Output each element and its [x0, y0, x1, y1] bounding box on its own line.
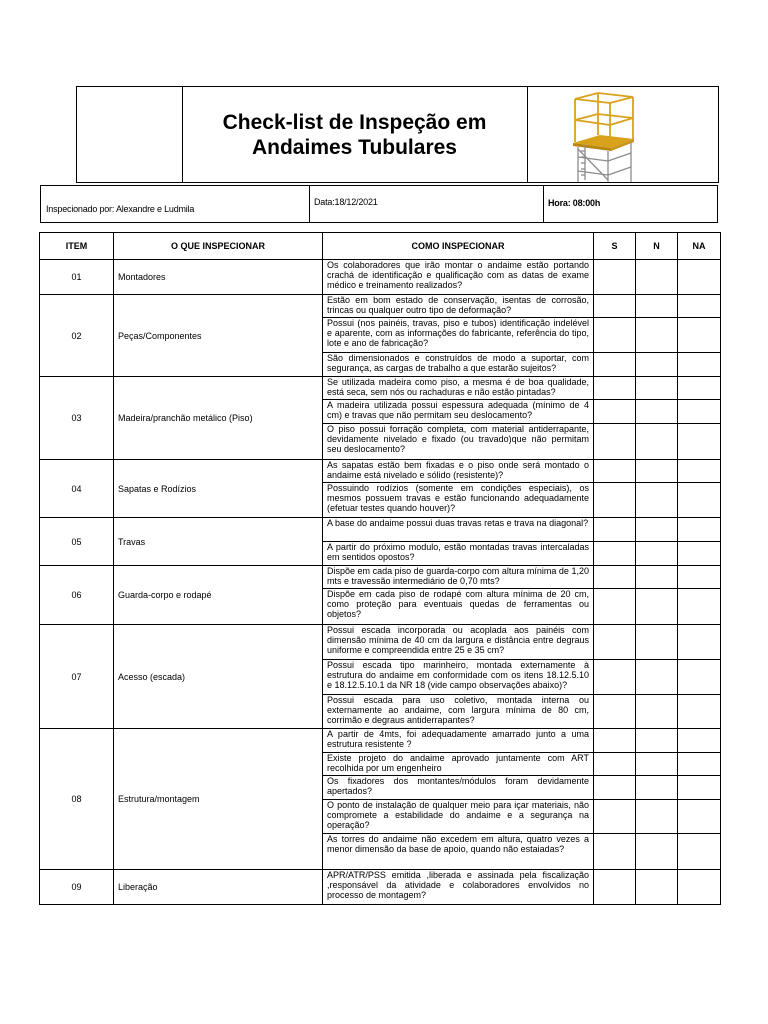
time-field — [543, 186, 717, 222]
item-number: 03 — [40, 377, 114, 460]
col-header-s: S — [594, 233, 636, 260]
answer-s-cell[interactable] — [594, 260, 636, 295]
answer-na-cell[interactable] — [678, 870, 721, 905]
answer-n-cell[interactable] — [636, 424, 678, 460]
answer-s-cell[interactable] — [594, 424, 636, 460]
answer-s-cell[interactable] — [594, 518, 636, 542]
answer-n-cell[interactable] — [636, 729, 678, 753]
table-row — [40, 566, 721, 589]
answer-n-cell[interactable] — [636, 695, 678, 729]
answer-n-cell[interactable] — [636, 318, 678, 353]
inspection-criterion: Os colaboradores que irão montar o andaime estão portando crachá de identificação e qualificação com as datas de exame médico e treinamento realizados? — [323, 260, 594, 295]
inspection-criterion: Possui escada tipo marinheiro, montada externamente à estrutura do andaime em conformidade com os itens 18.12.5.10 e 18.12.5.10.1 da NR 18 (vide campo observações abaixo)? — [323, 660, 594, 695]
inspection-criterion: APR/ATR/PSS emitida ,liberada e assinada pela fiscalização ,responsável da atividade e colaboradores envolvidos no processo de montagem? — [323, 870, 594, 905]
table-row — [40, 870, 721, 905]
answer-s-cell[interactable] — [594, 660, 636, 695]
answer-s-cell[interactable] — [594, 695, 636, 729]
answer-s-cell[interactable] — [594, 460, 636, 483]
answer-na-cell[interactable] — [678, 483, 721, 518]
item-number: 05 — [40, 518, 114, 566]
answer-n-cell[interactable] — [636, 566, 678, 589]
table-row — [40, 729, 721, 753]
answer-n-cell[interactable] — [636, 460, 678, 483]
answer-na-cell[interactable] — [678, 589, 721, 625]
item-number: 07 — [40, 625, 114, 729]
inspection-criterion: A partir de 4mts, foi adequadamente amarrado junto a uma estrutura resistente ? — [323, 729, 594, 753]
scaffold-image-cell — [528, 87, 718, 182]
answer-na-cell[interactable] — [678, 424, 721, 460]
item-number: 06 — [40, 566, 114, 625]
col-header-n: N — [636, 233, 678, 260]
answer-na-cell[interactable] — [678, 295, 721, 318]
answer-n-cell[interactable] — [636, 776, 678, 800]
item-number: 08 — [40, 729, 114, 870]
answer-n-cell[interactable] — [636, 834, 678, 870]
inspect-component: Montadores — [114, 260, 323, 295]
inspect-component: Peças/Componentes — [114, 295, 323, 377]
inspection-info-bar — [40, 185, 718, 223]
answer-s-cell[interactable] — [594, 800, 636, 834]
answer-n-cell[interactable] — [636, 518, 678, 542]
inspection-criterion: Possui (nos painéis, travas, piso e tubos) identificação indelével e aparente, com as informações do fabricante, referência do tipo, lote e ano de fabricação? — [323, 318, 594, 353]
answer-na-cell[interactable] — [678, 542, 721, 566]
answer-na-cell[interactable] — [678, 695, 721, 729]
answer-n-cell[interactable] — [636, 660, 678, 695]
answer-s-cell[interactable] — [594, 625, 636, 660]
answer-n-cell[interactable] — [636, 589, 678, 625]
inspect-component: Sapatas e Rodízios — [114, 460, 323, 518]
inspect-component: Travas — [114, 518, 323, 566]
inspector-field — [41, 186, 310, 222]
title-cell — [182, 87, 528, 182]
answer-s-cell[interactable] — [594, 566, 636, 589]
inspection-criterion: Existe projeto do andaime aprovado juntamente com ART recolhida por um engenheiro — [323, 753, 594, 776]
scaffold-illustration-icon — [528, 87, 718, 182]
checklist-body — [40, 260, 721, 905]
time-text: Hora: 08:00h — [548, 198, 601, 208]
item-number: 04 — [40, 460, 114, 518]
answer-n-cell[interactable] — [636, 400, 678, 424]
answer-n-cell[interactable] — [636, 870, 678, 905]
col-header-what: O QUE INSPECIONAR — [114, 233, 323, 260]
inspect-component: Estrutura/montagem — [114, 729, 323, 870]
answer-s-cell[interactable] — [594, 353, 636, 377]
answer-n-cell[interactable] — [636, 377, 678, 400]
inspection-criterion: Possuindo rodízios (somente em condições especiais), os mesmos possuem travas e estão funcionando adequadamente (efetuar testes quando houver)? — [323, 483, 594, 518]
inspect-component: Acesso (escada) — [114, 625, 323, 729]
date-field — [309, 186, 544, 222]
answer-na-cell[interactable] — [678, 400, 721, 424]
answer-s-cell[interactable] — [594, 400, 636, 424]
inspection-criterion: Possui escada incorporada ou acoplada aos painéis com dimensão mínima de 40 cm da largura e distância entre degraus uniforme e compreendida entre 25 e 35 cm? — [323, 625, 594, 660]
answer-s-cell[interactable] — [594, 483, 636, 518]
answer-na-cell[interactable] — [678, 353, 721, 377]
item-number: 09 — [40, 870, 114, 905]
table-row — [40, 295, 721, 318]
answer-s-cell[interactable] — [594, 834, 636, 870]
inspection-criterion: Os fixadores dos montantes/módulos foram devidamente apertados? — [323, 776, 594, 800]
inspection-criterion: A partir do próximo modulo, estão montadas travas intercaladas em sentidos opostos? — [323, 542, 594, 566]
inspection-criterion: As torres do andaime não excedem em altura, quatro vezes a menor dimensão da base de apoio, quando não estaiadas? — [323, 834, 594, 870]
inspection-criterion: Se utilizada madeira como piso, a mesma é de boa qualidade, está seca, sem nós ou rachaduras e não estão pintadas? — [323, 377, 594, 400]
answer-na-cell[interactable] — [678, 625, 721, 660]
document-header — [76, 86, 719, 183]
answer-n-cell[interactable] — [636, 260, 678, 295]
checklist-table — [39, 232, 721, 905]
table-row — [40, 518, 721, 542]
answer-n-cell[interactable] — [636, 753, 678, 776]
col-header-how: COMO INSPECIONAR — [323, 233, 594, 260]
answer-s-cell[interactable] — [594, 729, 636, 753]
answer-s-cell[interactable] — [594, 295, 636, 318]
answer-na-cell[interactable] — [678, 729, 721, 753]
answer-na-cell[interactable] — [678, 518, 721, 542]
table-row — [40, 625, 721, 660]
answer-n-cell[interactable] — [636, 542, 678, 566]
col-header-item: ITEM — [40, 233, 114, 260]
item-number: 02 — [40, 295, 114, 377]
inspect-component: Liberação — [114, 870, 323, 905]
inspection-criterion: Dispõe em cada piso de rodapé com altura mínima de 20 cm, como proteção para eventuais quedas de ferramentas ou objetos? — [323, 589, 594, 625]
date-text: Data:18/12/2021 — [314, 197, 378, 207]
inspection-criterion: O piso possui forração completa, com material antiderrapante, devidamente nivelado e fixado (ou travado)que não permitam seu deslocamento? — [323, 424, 594, 460]
answer-na-cell[interactable] — [678, 460, 721, 483]
answer-na-cell[interactable] — [678, 753, 721, 776]
answer-na-cell[interactable] — [678, 260, 721, 295]
answer-na-cell[interactable] — [678, 318, 721, 353]
answer-na-cell[interactable] — [678, 566, 721, 589]
inspection-criterion: Possui escada para uso coletivo, montada interna ou externamente ao andaime, com largura mínima de 80 cm, corrimão e degraus antiderrapantes? — [323, 695, 594, 729]
inspection-criterion: São dimensionados e construídos de modo a suportar, com segurança, as cargas de trabalho a que estarão sujeitos? — [323, 353, 594, 377]
answer-na-cell[interactable] — [678, 377, 721, 400]
logo-cell — [77, 87, 183, 182]
answer-na-cell[interactable] — [678, 776, 721, 800]
answer-na-cell[interactable] — [678, 834, 721, 870]
table-row — [40, 460, 721, 483]
item-number: 01 — [40, 260, 114, 295]
answer-n-cell[interactable] — [636, 295, 678, 318]
table-row — [40, 260, 721, 295]
table-header-row — [40, 233, 721, 260]
answer-na-cell[interactable] — [678, 660, 721, 695]
answer-na-cell[interactable] — [678, 800, 721, 834]
answer-s-cell[interactable] — [594, 870, 636, 905]
answer-n-cell[interactable] — [636, 800, 678, 834]
table-row — [40, 377, 721, 400]
inspection-criterion: O ponto de instalação de qualquer meio para içar materiais, não compromete a estabilidade do andaime e a segurança na operação? — [323, 800, 594, 834]
answer-s-cell[interactable] — [594, 542, 636, 566]
answer-s-cell[interactable] — [594, 589, 636, 625]
inspector-text: Inspecionado por: Alexandre e Ludmila — [46, 204, 195, 214]
answer-s-cell[interactable] — [594, 753, 636, 776]
answer-s-cell[interactable] — [594, 318, 636, 353]
inspection-criterion: Dispõe em cada piso de guarda-corpo com altura mínima de 1,20 mts e travessão intermediário de 0,70 mts? — [323, 566, 594, 589]
answer-s-cell[interactable] — [594, 377, 636, 400]
answer-n-cell[interactable] — [636, 483, 678, 518]
inspection-criterion: Estão em bom estado de conservação, isentas de corrosão, trincas ou qualquer outro tipo de deformação? — [323, 295, 594, 318]
answer-n-cell[interactable] — [636, 353, 678, 377]
inspection-criterion: As sapatas estão bem fixadas e o piso onde será montado o andaime está nivelado e sólido (resistente)? — [323, 460, 594, 483]
inspect-component: Guarda-corpo e rodapé — [114, 566, 323, 625]
inspection-criterion: A madeira utilizada possui espessura adequada (mínimo de 4 cm) e travas que não permitam seu deslocamento? — [323, 400, 594, 424]
inspect-component: Madeira/pranchão metálico (Piso) — [114, 377, 323, 460]
answer-n-cell[interactable] — [636, 625, 678, 660]
col-header-na: NA — [678, 233, 721, 260]
inspection-criterion: A base do andaime possui duas travas retas e trava na diagonal? — [323, 518, 594, 542]
answer-s-cell[interactable] — [594, 776, 636, 800]
document-title: Check-list de Inspeção em Andaimes Tubulares — [222, 110, 487, 159]
